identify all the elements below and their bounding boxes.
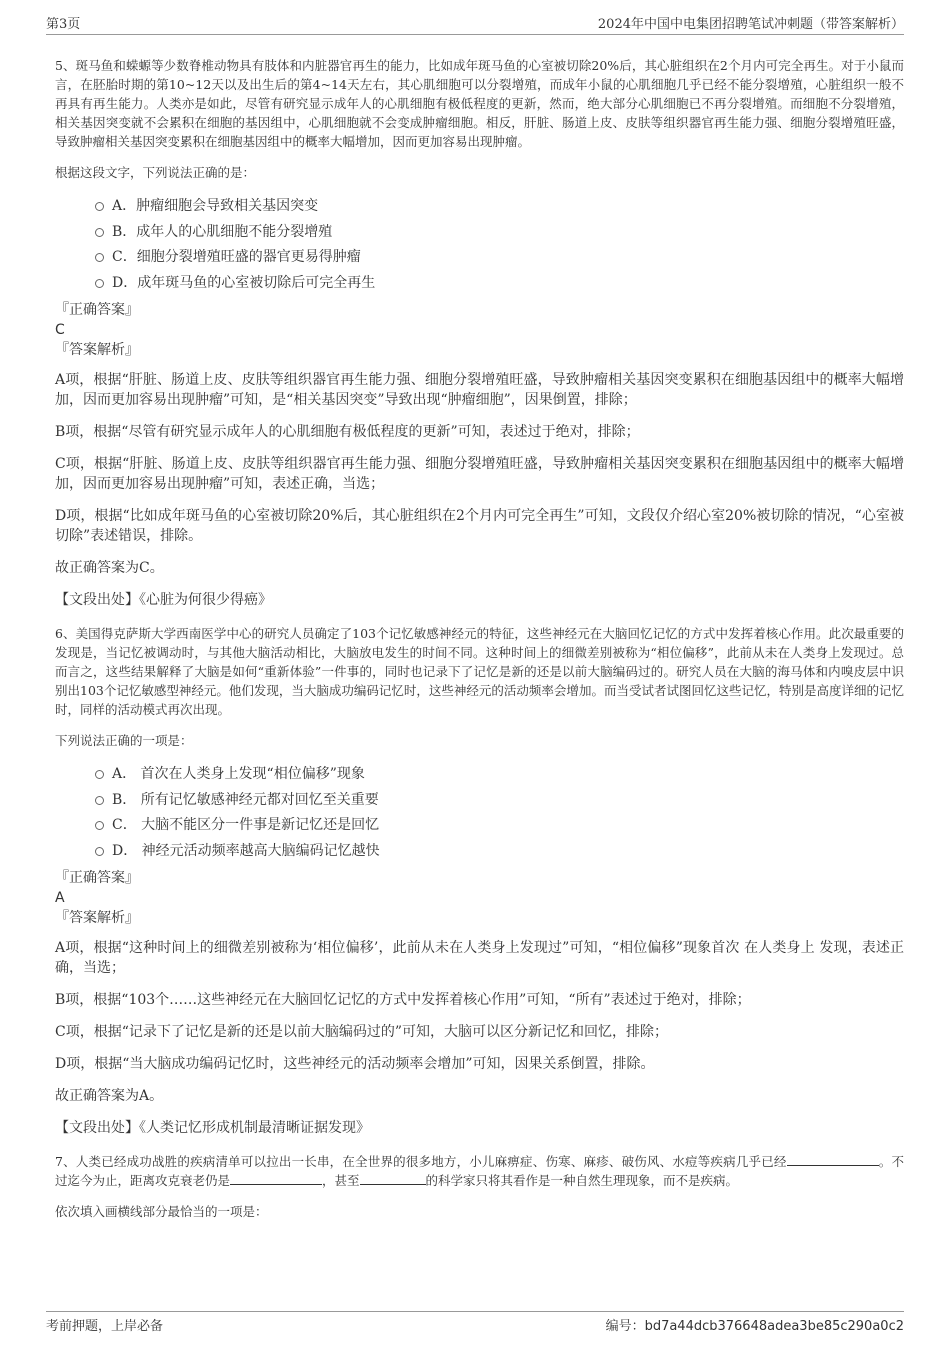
q5-analysis-a: A项，根据“肝脏、肠道上皮、皮肤等组织器官再生能力强、细胞分裂增殖旺盛，导致肿瘤相关基因突变累积在细胞基因组中的概率大幅增加，因而更加容易出现肿瘤”可知，是“相关基因突变”导致出现“肿瘤细胞”，因果倒置，排除； [55,372,904,408]
radio-icon[interactable] [95,770,104,779]
q6-option-d[interactable] [95,839,904,865]
page-number: 第3页 [46,17,81,32]
q5-prompt: 根据这段文字，下列说法正确的是： [55,165,256,180]
q5-conclusion: 故正确答案为C。 [55,560,164,576]
q5-analysis-c: C项，根据“肝脏、肠道上皮、皮肤等组织器官再生能力强、细胞分裂增殖旺盛，导致肿瘤相关基因突变累积在细胞基因组中的概率大幅增加，因而更加容易出现肿瘤”可知，表述正确，当选； [55,456,904,492]
q6-option-b[interactable] [95,788,904,814]
q5-option-c[interactable] [95,245,904,271]
radio-icon[interactable] [95,253,104,262]
q6-analysis-a: A项，根据“这种时间上的细微差别被称为‘相位偏移’，此前从未在人类身上发现过”可知，“相位偏移”现象首次 在人类身上 发现，表述正确，当选； [55,940,904,976]
document-code: 编号：bd7a44dcb376648adea3be85c290a0c2 [605,1318,904,1334]
q7-blank-3 [360,1172,426,1185]
q5-passage: 5、斑马鱼和蝾螈等少数脊椎动物具有肢体和内脏器官再生的能力，比如成年斑马鱼的心室被切除20%后，其心脏组织在2个月内可完全再生。对于小鼠而言，在胚胎时期的第10~12天以及出生后的第4~14天左右，其心肌细胞可以分裂增殖，而成年小鼠的心肌细胞几乎已经不能分裂增殖，心脏组织一般不再具有再生能力。人类亦是如此，尽管有研究显示成年人的心肌细胞有极低程度的更新，然而，绝大部分心肌细胞已不再分裂增殖。而细胞不分裂增殖，相关基因突变就不会累积在细胞的基因组中，心肌细胞就不会变成肿瘤细胞。相反，肝脏、肠道上皮、皮肤等组织器官再生能力强、细胞分裂增殖旺盛，导致肿瘤相关基因突变累积在细胞基因组中的概率大幅增加，因而更加容易出现肿瘤。 [55,58,904,149]
q7-prompt: 依次填入画横线部分最恰当的一项是： [55,1204,268,1219]
q6-conclusion: 故正确答案为A。 [55,1088,164,1104]
q6-answer-label: 『正确答案』 [55,870,139,886]
q6-prompt: 下列说法正确的一项是： [55,733,193,748]
radio-icon[interactable] [95,228,104,237]
radio-icon[interactable] [95,821,104,830]
q5-option-b[interactable] [95,220,904,246]
option-label: C． 大脑不能区分一件事是新记忆还是回忆 [112,817,380,833]
q5-analysis-b: B项，根据“尽管有研究显示成年人的心肌细胞有极低程度的更新”可知，表述过于绝对，排除； [55,424,640,440]
option-label: B． 所有记忆敏感神经元都对回忆至关重要 [112,791,379,808]
q7-text-3: ，甚至 [322,1173,360,1188]
document-title: 2024年中国中电集团招聘笔试冲刺题（带答案解析） [597,17,904,32]
q5-option-a[interactable] [95,194,904,220]
q6-analysis-c: C项，根据“记录下了记忆是新的还是以前大脑编码过的”可知，大脑可以区分新记忆和回忆，排除； [55,1024,669,1040]
option-label: B．成年人的心肌细胞不能分裂增殖 [112,223,333,240]
q5-option-d[interactable] [95,271,904,297]
page-header [46,8,904,35]
q7-blank-1 [787,1153,879,1166]
q6-analysis-b: B项，根据“103个……这些神经元在大脑回忆记忆的方式中发挥着核心作用”可知，“所有”表述过于绝对，排除； [55,992,751,1008]
q6-analysis [55,938,904,1106]
q7-passage [55,1152,904,1190]
q6-analysis-d: D项，根据“当大脑成功编码记忆时，这些神经元的活动频率会增加”可知，因果关系倒置，排除。 [55,1056,655,1072]
radio-icon[interactable] [95,847,104,856]
q5-analysis [55,370,904,578]
q6-option-c[interactable] [95,813,904,839]
option-label: D．成年斑马鱼的心室被切除后可完全再生 [112,274,376,291]
q6-analysis-label: 『答案解析』 [55,910,139,926]
q7-text-1: 7、人类已经成功战胜的疾病清单可以拉出一长串，在全世界的很多地方，小儿麻痹症、伤寒、麻疹、破伤风、水痘等疾病几乎已经 [55,1154,787,1169]
radio-icon[interactable] [95,796,104,805]
q6-passage: 6、美国得克萨斯大学西南医学中心的研究人员确定了103个记忆敏感神经元的特征，这些神经元在大脑回忆记忆的方式中发挥着核心作用。此次最重要的发现是，当记忆被调动时，与其他大脑活动相比，大脑放电发生的时间不同。这种时间上的细微差别被称为“相位偏移”，此前从未在人类身上发现过。总而言之，这些结果解释了大脑是如何“重新体验”一件事的，同时也记录下了记忆是新的还是以前大脑编码过的。研究人员在大脑的海马体和内嗅皮层中识别出103个记忆敏感型神经元。他们发现，当大脑成功编码记忆时，这些神经元的活动频率会增加。而当受试者试图回忆这些记忆，特别是高度详细的记忆时，同样的活动模式再次出现。 [55,626,904,717]
option-label: A．肿瘤细胞会导致相关基因突变 [112,198,319,214]
radio-icon[interactable] [95,279,104,288]
q5-analysis-d: D项，根据“比如成年斑马鱼的心室被切除20%后，其心脏组织在2个月内可完全再生”可知，文段仅介绍心室20%被切除的情况，“心室被切除”表述错误，排除。 [55,508,904,544]
q7-text-2: 。不过迄今为止，距离攻克衰老仍是 [55,1154,904,1188]
q5-answer: C [55,322,65,338]
q5-source: 【文段出处】《心脏为何很少得癌》 [55,592,272,608]
q6-option-a[interactable] [95,762,904,788]
q5-options [95,194,904,296]
q5-answer-label: 『正确答案』 [55,302,139,318]
q7-text-4: 的科学家只将其看作是一种自然生理现象，而不是疾病。 [425,1173,739,1188]
radio-icon[interactable] [95,202,104,211]
q7-blank-2 [230,1172,322,1185]
q5-analysis-label: 『答案解析』 [55,342,139,358]
option-label: A． 首次在人类身上发现“相位偏移”现象 [112,766,365,782]
footer-slogan: 考前押题，上岸必备 [46,1318,164,1334]
page-footer [46,1311,904,1336]
option-label: C．细胞分裂增殖旺盛的器官更易得肿瘤 [112,249,361,265]
q6-source: 【文段出处】《人类记忆形成机制最清晰证据发现》 [55,1120,370,1136]
option-label: D． 神经元活动频率越高大脑编码记忆越快 [112,842,380,859]
main-content [55,56,904,1233]
q6-answer: A [55,890,65,906]
q6-options [95,762,904,864]
